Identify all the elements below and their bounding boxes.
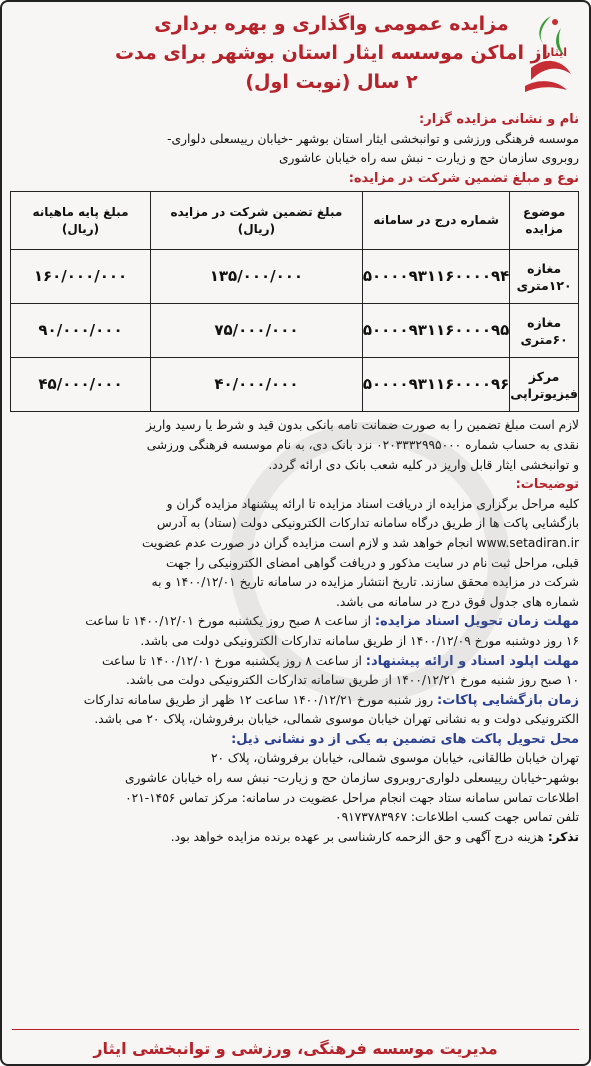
ad-header (2, 2, 589, 110)
notes-line: کلیه مراحل برگزاری مزایده از دریافت اسناد مزایده تا ارائه پیشنهاد مزایده گران و (166, 496, 579, 511)
table-row (11, 304, 579, 358)
deadline-docs (10, 612, 579, 632)
table-cell-subject: مغازه ۱۲۰متری (510, 250, 579, 304)
table-cell-base-price: ۴۵/۰۰۰/۰۰۰ (11, 358, 151, 412)
deadline-text: از ساعت ۸ صبح روز یکشنبه مورخ ۱۴۰۰/۱۲/۰۱ تا ساعت (85, 614, 371, 629)
title-line-2: از اماکن موسسه ایثار استان بوشهر برای مدت (114, 42, 549, 64)
table-row (11, 358, 579, 412)
deadline-upload (10, 652, 579, 672)
notes-line: شماره های جدول فوق درج در سامانه می باشد. (335, 594, 579, 609)
type-heading: نوع و مبلغ تضمین شرکت در مزایده: (348, 170, 579, 186)
auction-table (10, 191, 579, 412)
deadline-text: روز شنبه مورخ ۱۴۰۰/۱۲/۲۱ ساعت ۱۲ ظهر از طریق سامانه تدارکات (83, 692, 434, 707)
notes-line: بازگشایی پاکت ها از طریق درگاه سامانه تدارکات الکترونیکی دولت (ستاد) به آدرس (156, 516, 579, 531)
table-cell-subject: مرکز فیزیوتراپی (510, 358, 579, 412)
delivery-line: اطلاعات تماس سامانه ستاد جهت انجام مراحل عضویت در سامانه: مرکز تماس ۱۴۵۶-۰۲۱ (125, 790, 579, 805)
delivery-line: تلفن تماس جهت کسب اطلاعات: ۰۹۱۷۳۷۸۳۹۶۷ (335, 810, 579, 825)
title-line-1: مزایده عمومی واگذاری و بهره برداری (154, 13, 509, 35)
guarantee-line: نقدی به حساب شماره ۰۲۰۳۳۳۲۹۹۵۰۰۰ نزد بانک دی، به نام موسسه فرهنگی ورزشی (146, 437, 579, 452)
ad-body (2, 110, 589, 847)
reminder-label: تذکر: (547, 829, 579, 844)
table-cell-guarantee: ۷۵/۰۰۰/۰۰۰ (151, 304, 363, 358)
table-row (11, 250, 579, 304)
deadline-text: از ساعت ۸ روز یکشنبه مورخ ۱۴۰۰/۱۲/۰۱ تا ساعت (101, 653, 362, 668)
guarantee-line: و توانبخشی ایثار قابل واریز در کلیه شعب بانک دی ارائه گردد. (268, 457, 579, 472)
deadline-text-rest: ۱۰ صبح روز شنبه مورخ ۱۴۰۰/۱۲/۲۱ از طریق سامانه تدارکات الکترونیکی دولت می باشد. (125, 673, 579, 688)
delivery-line: تهران خیابان طالقانی، خیابان موسوی شمالی، خیابان برفروشان، پلاک ۲۰ (210, 751, 579, 766)
deadline-label: زمان بازگشایی پاکات: (437, 692, 579, 708)
notes-heading: توضیحات: (515, 477, 579, 493)
deadline-text-rest: ۱۶ روز دوشنبه مورخ ۱۴۰۰/۱۲/۰۹ از طریق سامانه تدارکات الکترونیکی دولت می باشد. (140, 633, 579, 648)
table-cell-system-number: ۵۰۰۰۰۹۳۱۱۶۰۰۰۰۹۴ (362, 250, 509, 304)
table-cell-base-price: ۹۰/۰۰۰/۰۰۰ (11, 304, 151, 358)
deadline-text-rest: الکترونیکی دولت و به نشانی تهران خیابان موسوی شمالی، خیابان برفروشان، پلاک ۲۰ می باشد. (94, 712, 579, 727)
reminder-text: هزینه درج آگهی و حق الزحمه کارشناسی بر عهده برنده مزایده خواهد بود. (170, 829, 544, 844)
delivery-heading: محل تحویل پاکت های تضمین به یکی از دو نشانی ذیل: (231, 731, 579, 747)
delivery-line: بوشهر-خیابان رییسعلی دلواری-روبروی سازمان حج و زیارت- نبش سه راه خیابان عاشوری (124, 771, 579, 786)
guarantee-line: لازم است مبلغ تضمین را به صورت ضمانت نامه بانکی بدون قید و شرط یا رسید واریز (145, 418, 579, 433)
notes-line: شرکت در مزایده محقق سازند. تاریخ انتشار مزایده در سامانه تاریخ ۱۴۰۰/۱۲/۰۱ و به (151, 575, 579, 590)
footer-signature: مدیریت موسسه فرهنگی، ورزشی و توانبخشی ایثار (93, 1039, 498, 1058)
deadline-opening (10, 691, 579, 711)
deadline-label: مهلت اپلود اسناد و ارائه پیشنهاد: (365, 653, 579, 669)
table-cell-system-number: ۵۰۰۰۰۹۳۱۱۶۰۰۰۰۹۶ (362, 358, 509, 412)
notes-line: قبلی، مراحل ثبت نام در سایت مذکور و دریافت گواهی امضای الکترونیکی را جهت (166, 555, 579, 570)
reminder (10, 828, 579, 848)
table-cell-guarantee: ۱۳۵/۰۰۰/۰۰۰ (151, 250, 363, 304)
table-cell-guarantee: ۴۰/۰۰۰/۰۰۰ (151, 358, 363, 412)
table-header-guarantee: مبلغ تضمین شرکت در مزایده (ریال) (151, 192, 363, 250)
footer-divider (12, 1029, 579, 1030)
table-header-subject: موضوع مزایده (510, 192, 579, 250)
address-line: موسسه فرهنگی ورزشی و توانبخشی ایثار استان بوشهر -خیابان رییسعلی دلواری- (167, 131, 579, 146)
table-cell-system-number: ۵۰۰۰۰۹۳۱۱۶۰۰۰۰۹۵ (362, 304, 509, 358)
deadline-label: مهلت زمان تحویل اسناد مزایده: (374, 614, 579, 630)
address-heading: نام و نشانی مزایده گزار: (419, 112, 579, 127)
address-line: روبروی سازمان حج و زیارت - نبش سه راه خیابان عاشوری (279, 151, 579, 166)
title-line-3: ۲ سال (نوبت اول) (245, 71, 418, 93)
table-cell-subject: مغازه ۶۰متری (510, 304, 579, 358)
logo-label: ایثار (544, 46, 567, 59)
table-header-system-number: شماره درج در سامانه (362, 192, 509, 250)
notes-line: www.setadiran.ir انجام خواهد شد و لازم است مزایده گران در صورت عدم عضویت (142, 535, 579, 550)
table-header-base-price: مبلغ پایه ماهیانه (ریال) (11, 192, 151, 250)
table-cell-base-price: ۱۶۰/۰۰۰/۰۰۰ (11, 250, 151, 304)
